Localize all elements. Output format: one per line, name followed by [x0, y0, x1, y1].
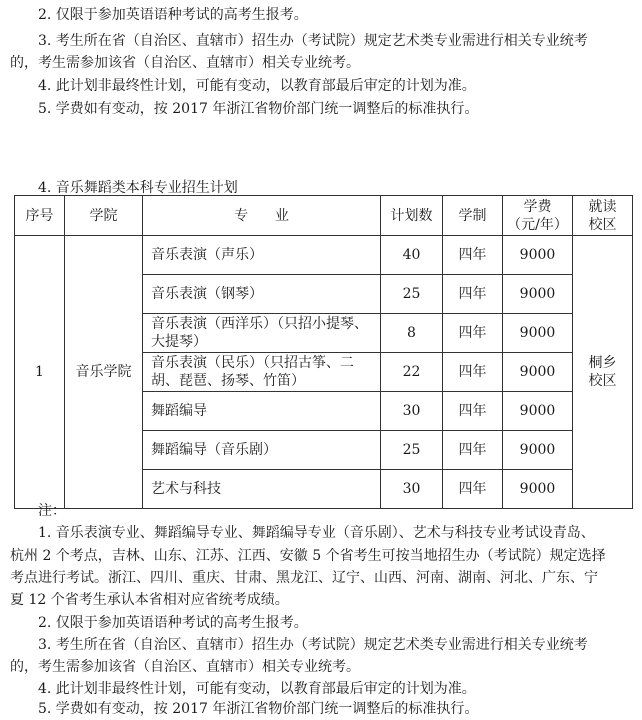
duration-cell: 四年 — [443, 314, 503, 353]
plan-cell: 25 — [381, 275, 443, 314]
major-cell: 舞蹈编导 — [143, 392, 381, 431]
college-cell: 音乐学院 — [65, 236, 143, 509]
duration-cell: 四年 — [443, 431, 503, 470]
major-cell: 音乐表演（民乐）（只招古筝、二胡、琵琶、扬琴、竹笛） — [143, 353, 381, 392]
top-note-2: 2. 仅限于参加英语语种考试的高考生报考。 — [38, 7, 308, 23]
header-seq: 序号 — [15, 196, 65, 236]
bottom-note-1: 1. 音乐表演专业、舞蹈编导专业、舞蹈编导专业（音乐剧）、艺术与科技专业考试设青岛、 — [38, 525, 595, 541]
plan-cell: 40 — [381, 236, 443, 275]
major-cell: 艺术与科技 — [143, 470, 381, 509]
seq-cell: 1 — [15, 236, 65, 509]
fee-cell: 9000 — [503, 392, 573, 431]
fee-cell: 9000 — [503, 431, 573, 470]
header-duration: 学制 — [443, 196, 503, 236]
bottom-note-5: 5. 学费如有变动，按 2017 年浙江省物价部门统一调整后的标准执行。 — [38, 701, 479, 717]
header-fee-unit: （元/年） — [507, 216, 568, 233]
bottom-note-1-cont3: 夏 12 个省考生承认本省相对应省统考成绩。 — [10, 592, 289, 608]
top-note-5: 5. 学费如有变动，按 2017 年浙江省物价部门统一调整后的标准执行。 — [38, 101, 479, 117]
header-campus-line2: 校区 — [588, 216, 617, 233]
header-college: 学院 — [65, 196, 143, 236]
header-plan: 计划数 — [381, 196, 443, 236]
fee-cell: 9000 — [503, 470, 573, 509]
top-note-3: 3. 考生所在省（自治区、直辖市）招生办（考试院）规定艺术类专业需进行相关专业统考 — [38, 33, 588, 49]
enrollment-plan-table — [14, 195, 633, 509]
fee-cell: 9000 — [503, 314, 573, 353]
top-note-3-cont: 的，考生需参加该省（自治区、直辖市）相关专业统考。 — [10, 55, 360, 71]
bottom-note-1-cont: 杭州 2 个考点，吉林、山东、江苏、江西、安徽 5 个省考生可按当地招生办（考试院）规定选择 — [10, 548, 606, 564]
bottom-note-4: 4. 此计划非最终性计划，可能有变动，以教育部最后审定的计划为准。 — [38, 681, 476, 697]
fee-cell: 9000 — [503, 236, 573, 275]
header-major: 专 业 — [143, 196, 381, 236]
plan-cell: 8 — [381, 314, 443, 353]
bottom-note-3-cont: 的，考生需参加该省（自治区、直辖市）相关专业统考。 — [10, 659, 360, 675]
duration-cell: 四年 — [443, 470, 503, 509]
bottom-note-3: 3. 考生所在省（自治区、直辖市）招生办（考试院）规定艺术类专业需进行相关专业统考 — [38, 637, 588, 653]
table-row — [15, 236, 633, 275]
major-cell: 音乐表演（钢琴） — [143, 275, 381, 314]
major-cell: 音乐表演（西洋乐）（只招小提琴、大提琴） — [143, 314, 381, 353]
bottom-note-1-cont2: 考点进行考试。浙江、四川、重庆、甘肃、黑龙江、辽宁、山西、河南、湖南、河北、广东、宁 — [10, 570, 598, 586]
header-fee-label: 学费 — [523, 198, 552, 215]
header-campus-line1: 就读 — [588, 198, 617, 215]
plan-cell: 22 — [381, 353, 443, 392]
major-cell: 舞蹈编导（音乐剧） — [143, 431, 381, 470]
table-header-row — [15, 196, 633, 236]
section-title: 4. 音乐舞蹈类本科专业招生计划 — [38, 180, 238, 196]
header-fee — [503, 196, 573, 236]
duration-cell: 四年 — [443, 392, 503, 431]
plan-cell: 30 — [381, 392, 443, 431]
fee-cell: 9000 — [503, 275, 573, 314]
plan-cell: 25 — [381, 431, 443, 470]
header-campus — [573, 196, 633, 236]
campus-line1: 桐乡 — [588, 355, 617, 371]
duration-cell: 四年 — [443, 275, 503, 314]
campus-line2: 校区 — [588, 373, 617, 389]
duration-cell: 四年 — [443, 236, 503, 275]
plan-cell: 30 — [381, 470, 443, 509]
campus-cell — [573, 236, 633, 509]
top-note-4: 4. 此计划非最终性计划，可能有变动，以教育部最后审定的计划为准。 — [38, 78, 476, 94]
duration-cell: 四年 — [443, 353, 503, 392]
notes-label: 注： — [38, 503, 66, 519]
fee-cell: 9000 — [503, 353, 573, 392]
major-cell: 音乐表演（声乐） — [143, 236, 381, 275]
bottom-note-2: 2. 仅限于参加英语语种考试的高考生报考。 — [38, 615, 308, 631]
